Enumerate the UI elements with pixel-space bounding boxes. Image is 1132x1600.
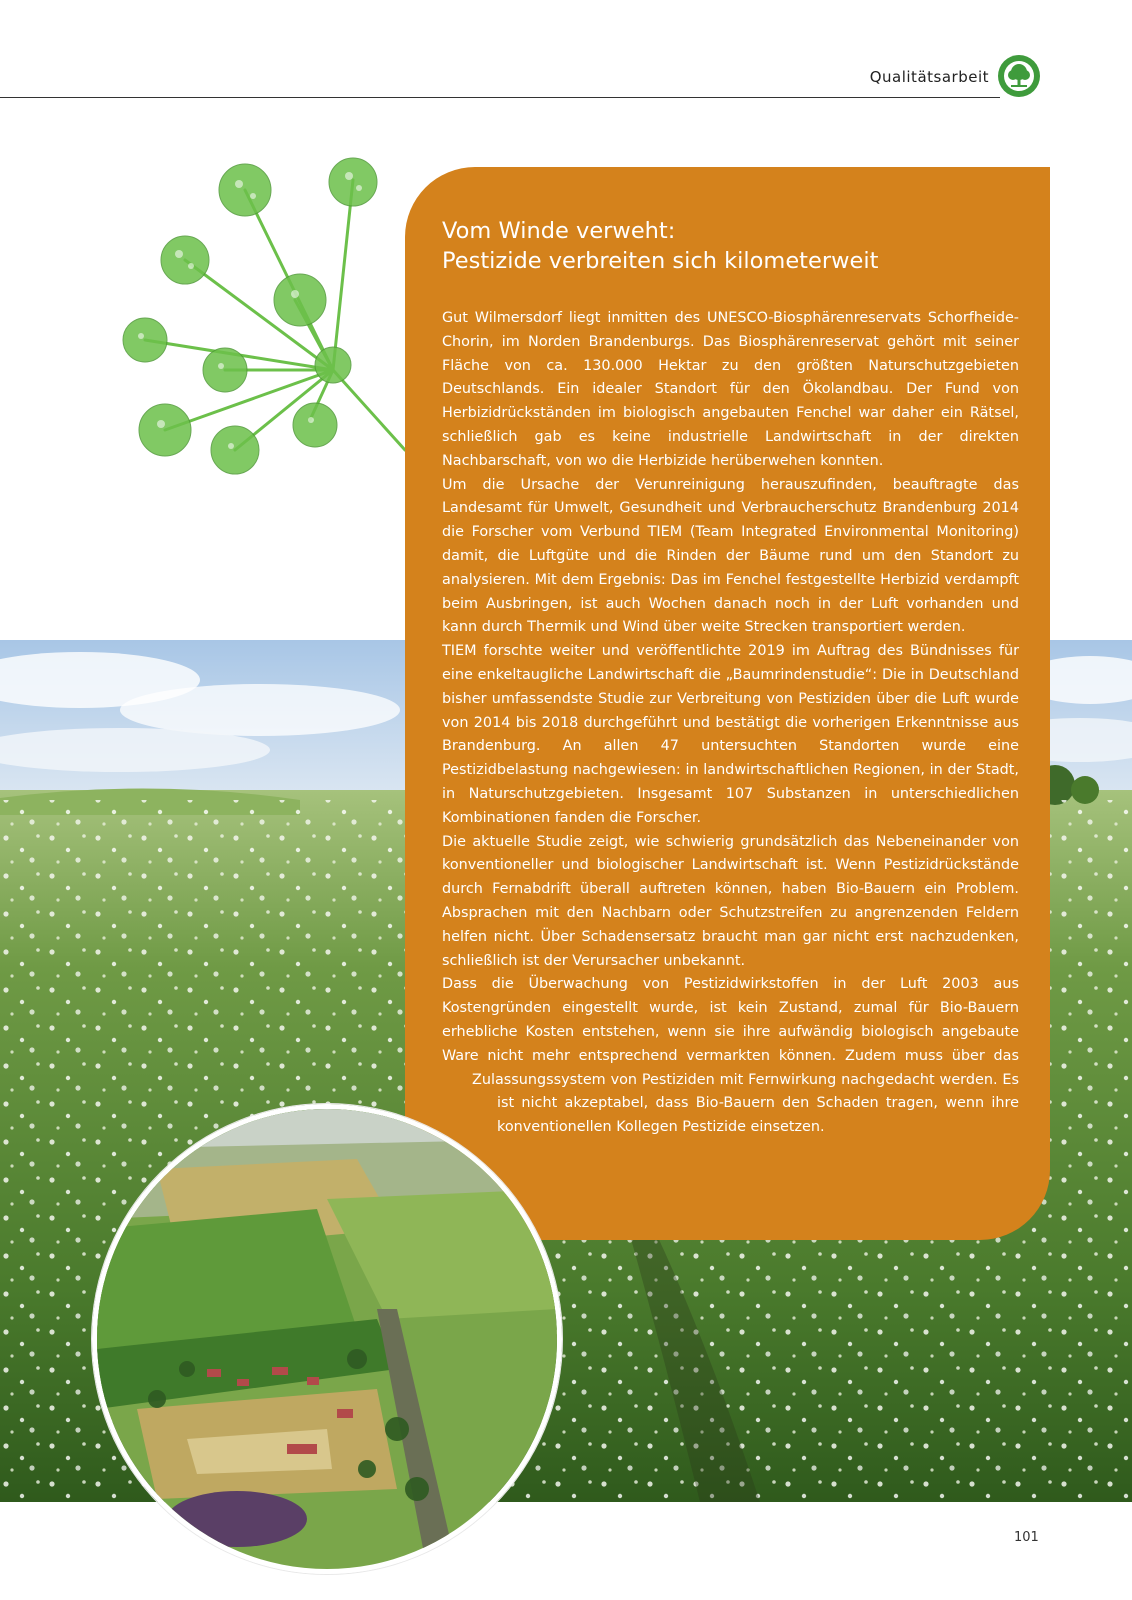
article-title xyxy=(442,216,1002,276)
fennel-umbel-icon xyxy=(105,150,415,505)
article-paragraph: Die aktuelle Studie zeigt, wie schwierig grundsätzlich das Nebeneinander von konventioneller und biologischer Landwirtschaft ist. Wenn Pestizidrückstände durch Fernabdrift überall auftreten können, haben Bio-Bauern ein Problem. Absprachen mit den Nachbarn oder Schutzstreifen zu angrenzenden Feldern helfen nicht. Über Schadensersatz braucht man gar nicht erst nachzudenken, schließlich ist der Verursacher unbekannt. xyxy=(442,833,1019,969)
aerial-village-photo xyxy=(92,1104,562,1574)
text-wrap-spacer xyxy=(442,1092,472,1116)
article-title-line-2: Pestizide verbreiten sich kilometerweit xyxy=(442,248,879,274)
page-number: 101 xyxy=(1014,1530,1039,1545)
article-title-line-1: Vom Winde verweht: xyxy=(442,218,676,244)
article-paragraph: TIEM forschte weiter und veröffentlichte 2019 im Auftrag des Bündnisses für eine enkeltaugliche Landwirtschaft die „Baumrindenstudie“: Die in Deutschland bisher umfassendste Studie zur Verbreitung von Pestiziden über die Luft wurde von 2014 bis 2018 durchgeführt und bestätigt die vorherigen Erkenntnisse aus Brandenburg. An allen 47 untersuchten Standorten wurde eine Pestizidbelastung nachgewiesen: in landwirtschaftlichen Regionen, in der Stadt, in Naturschutzgebieten. Insgesamt 107 Substanzen in unterschiedlichen Kombinationen fanden die Forscher. xyxy=(442,643,1019,826)
article-body xyxy=(442,307,1019,1170)
header-rule xyxy=(0,97,1000,98)
article-paragraph: Um die Ursache der Verunreinigung herauszufinden, beauftragte das Landesamt für Umwelt, Gesundheit und Verbraucherschutz Brandenburg 2014 die Forscher vom Verbund TIEM (Team Integrated Environmental Monitoring) damit, die Luftgüte und die Rinden der Bäume rund um den Standort zu analysieren. Mit dem Ergebnis: Das im Fenchel festgestellte Herbizid verdampft beim Ausbringen, ist auch Wochen danach noch in der Luft vorhanden und kann durch Thermik und Wind über weite Strecken transportiert werden. xyxy=(442,476,1019,636)
article-paragraph: Gut Wilmersdorf liegt inmitten des UNESCO-Biosphärenreservats Schorfheide-Chorin, im Norden Brandenburgs. Das Biosphärenreservat gehört mit seiner Fläche von ca. 130.000 Hektar zu den größten Naturschutzgebieten Deutschlands. Ein idealer Standort für den Ökolandbau. Der Fund von Herbizidrückständen im biologisch angebauten Fenchel war daher ein Rätsel, schließlich gab es keine industrielle Landwirtschaft in der direkten Nachbarschaft, von wo die Herbizide herüberwehen konnten. xyxy=(442,310,1019,469)
article-paragraph: Dass die Überwachung von Pestizidwirkstoffen in der Luft 2003 aus Kostengründen eingestellt wurde, ist kein Zustand, zumal für Bio-Bauern erhebliche Kosten entstehen, wenn sie ihre aufwändig biologisch angebaute Ware nicht mehr entsprechend vermarkten können. Zudem muss über das Zulassungssystem von Pestiziden mit Fernwirkung nachgedacht werden. Es ist nicht akzeptabel, dass Bio-Bauern den Schaden tragen, wenn ihre konventionellen Kollegen Pestizide einsetzen. xyxy=(442,976,1019,1136)
text-wrap-spacer xyxy=(442,1116,497,1140)
round-tree-badge-icon xyxy=(997,54,1041,98)
section-title: Qualitätsarbeit xyxy=(869,68,989,86)
